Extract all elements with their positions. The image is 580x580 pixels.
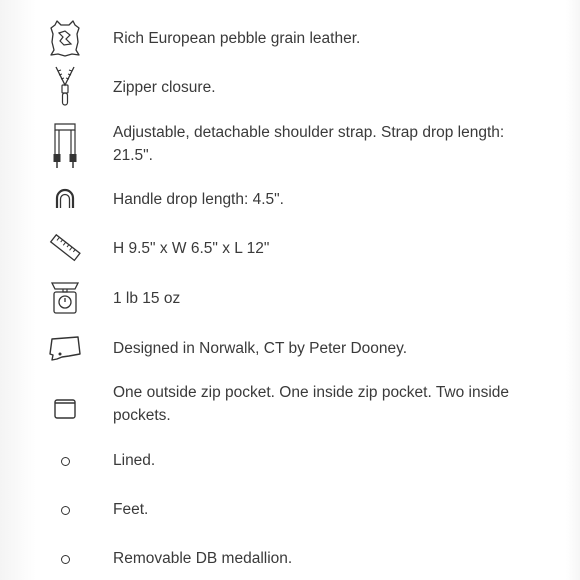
feature-text-medallion: Removable DB medallion. — [113, 550, 293, 567]
feature-item-pockets — [0, 380, 560, 438]
feature-text-feet: Feet. — [113, 501, 149, 518]
feature-item-strap — [0, 118, 560, 174]
pocket-icon — [40, 384, 90, 434]
feature-text-dimensions: H 9.5" x W 6.5" x L 12" — [113, 240, 270, 257]
feature-item-zipper — [0, 62, 560, 112]
shoulder-strap-icon — [40, 118, 90, 174]
leather-hide-icon — [40, 13, 90, 63]
zipper-icon — [40, 62, 90, 112]
feature-item-medallion — [0, 538, 560, 580]
feature-item-feet — [0, 489, 560, 531]
bullet-icon — [40, 489, 90, 531]
feature-text-origin: Designed in Norwalk, CT by Peter Dooney. — [113, 340, 408, 357]
feature-text-strap: Adjustable, detachable shoulder strap. Strap drop length: 21.5". — [113, 124, 505, 164]
feature-text-leather: Rich European pebble grain leather. — [113, 30, 361, 47]
feature-text-zipper: Zipper closure. — [113, 79, 216, 96]
feature-item-lined — [0, 440, 560, 482]
feature-item-origin — [0, 323, 560, 373]
scale-icon — [40, 273, 90, 323]
connecticut-map-icon — [40, 323, 90, 373]
feature-item-weight — [0, 273, 560, 323]
ruler-icon — [40, 224, 90, 272]
feature-text-lined: Lined. — [113, 452, 156, 469]
feature-text-pockets: One outside zip pocket. One inside zip pocket. Two inside pockets. — [113, 384, 510, 424]
feature-text-weight: 1 lb 15 oz — [113, 290, 181, 307]
feature-text-handle: Handle drop length: 4.5". — [113, 191, 284, 208]
bullet-icon — [40, 538, 90, 580]
handle-icon — [40, 176, 90, 222]
feature-item-leather — [0, 13, 560, 63]
bullet-icon — [40, 440, 90, 482]
feature-item-handle — [0, 176, 560, 222]
feature-item-dimensions — [0, 224, 560, 272]
